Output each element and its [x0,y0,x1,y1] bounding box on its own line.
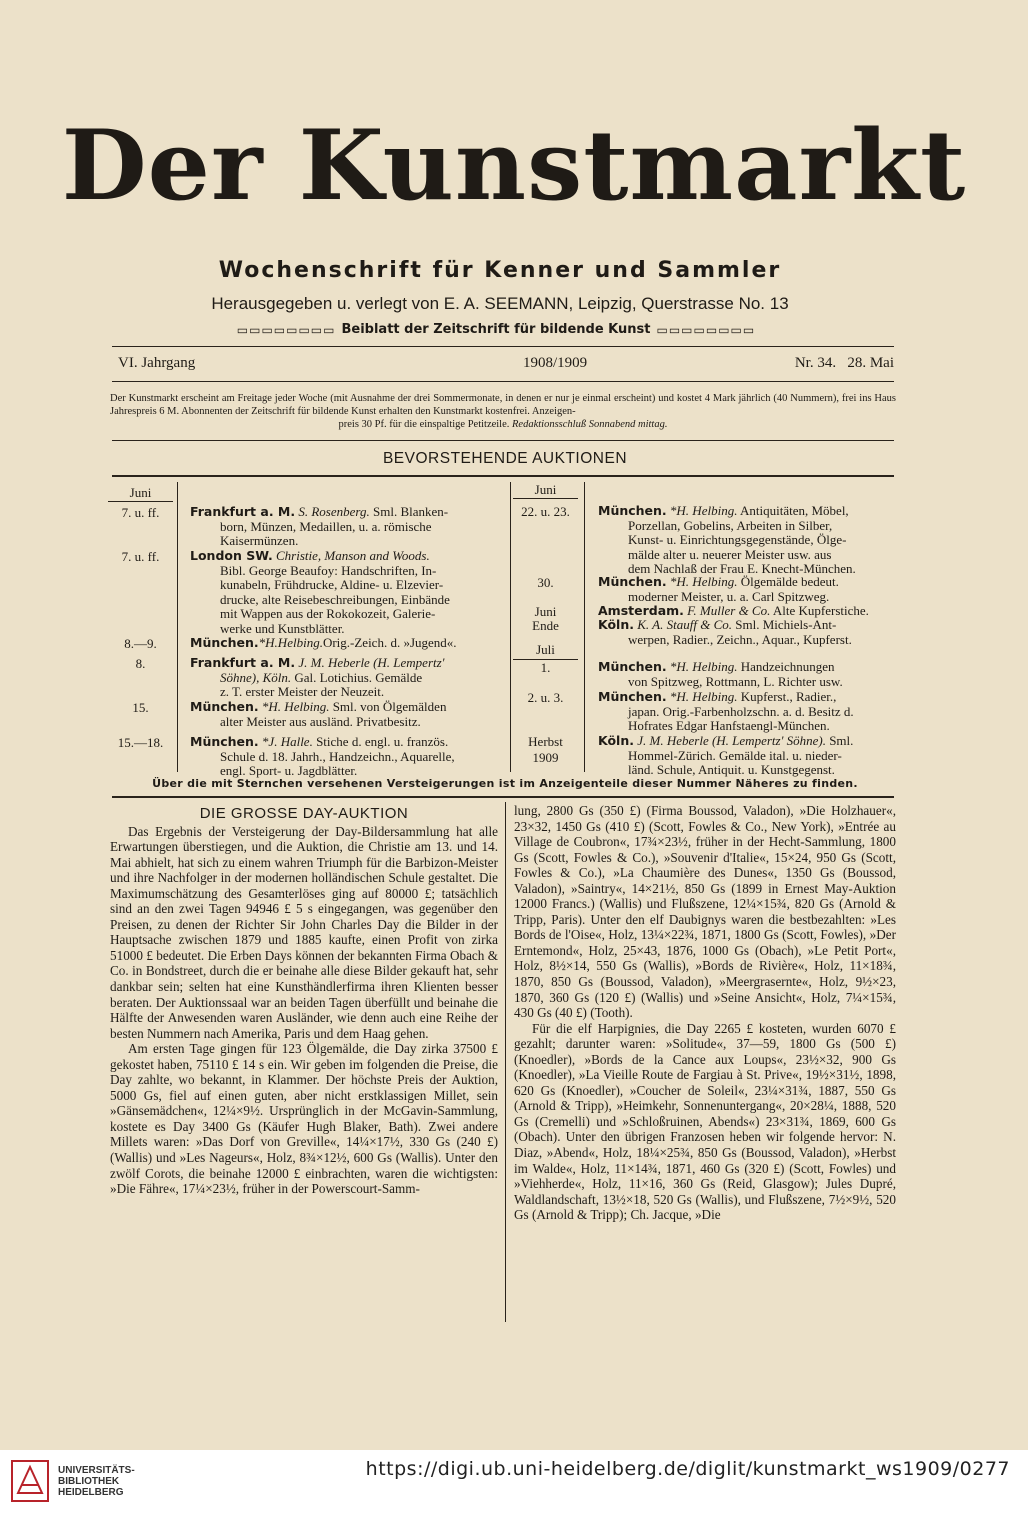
entry-line: mälde alter u. neuerer Meister usw. aus [628,546,832,562]
entry-line: mit Wappen aus der Rokokozeit, Galerie- [220,606,436,621]
entry-line: Sml. von Ölgemälden [332,699,447,714]
masthead-subtitle: Wochenschrift für Kenner und Sammler [218,258,782,283]
entry-line: Kaisermünzen. [220,533,299,548]
entry-firm: Christie, Manson and Woods. [276,548,430,563]
entry-city: Frankfurt a. M. [190,655,296,670]
auction-entry [598,618,898,647]
entry-firm: J. M. Heberle (H. Lempertz' Söhne). [637,733,826,748]
entry-line: von Spitzweg, Rottmann, L. Richter usw. [628,673,843,689]
entry-city: München. [598,574,667,589]
ornament-right: ▭▭▭▭▭▭▭▭ [656,322,756,337]
entry-date [513,734,578,766]
entry-line: japan. Orig.-Farbenholzschn. a. d. Besitz d. [628,703,854,719]
auction-entry [190,549,490,636]
entry-line: z. T. erster Meister der Neuzeit. [220,684,385,699]
entry-line: born, Münzen, Medaillen, u. a. römische [220,518,432,534]
notice-end [110,418,896,431]
entry-line: kunabeln, Frühdrucke, Aldine- u. Elzevier- [220,577,444,592]
issue-number: Nr. 34. [794,355,837,371]
entry-date: 7. u. ff. [121,505,160,520]
rule-below-auctions [112,796,894,798]
notice-text: Der Kunstmarkt erscheint am Freitage jeder Woche (mit Ausnahme der drei Sommermonate, in denen er nur je einmal erscheint) und kostet 4 Mark jährlich (40 Nummern), frei ins Haus Jahrespreis 6 M. Abonnenten der Zeitschrift für bildende Kunst erhalten den Kunstmarkt kostenfrei. Anzeigen- [110,393,896,417]
entry-line: moderner Meister, u. a. Carl Spitzweg. [628,588,830,604]
university-logo-icon [10,1459,50,1503]
column-divider [505,802,506,1322]
entry-line: drucke, alte Reisebeschreibungen, Einbände [220,591,450,607]
entry-city: Köln. [598,617,634,632]
entry-city: Köln. [598,733,634,748]
entry-firm: *J. Halle. [261,734,313,749]
beiblatt-text: Beiblatt der Zeitschrift für bildende Kunst [341,322,651,337]
ornament-left: ▭▭▭▭▭▭▭▭ [236,322,336,337]
entry-city: Amsterdam. [598,603,684,618]
article-paragraph: Für die elf Harpignies, die Day 2265 £ kosteten, wurden 6070 £ gezahlt; darunter waren: »Solitude«, 37—59, 1800 Gs (500 £) (Knoedler), »Bords de la Cance aux Loups«, 23½×32, 900 Gs (Knoedler), »La Vieille Route de Fargiau à St. Prive«, 19½×31½, 1898, 620 Gs (Knoedler), »Coucher de Soleil«, 23¼×31¾, 1887, 550 Gs (Arnold & Tripp), »Heimkehr, Sonnenuntergang«, 20×28¼, 1888, 520 Gs (Cremelli) und »Schloßruinen, Abends«) 23×31¾, 1869, 600 Gs (Obach). Unter den übrigen Franzosen heben wir folgende hervor: N. Diaz, »Abend«, Holz, 18¼×25¾, 850 Gs (Boussod, Valadon), »Herbst im Walde«, Holz, 11×14¾, 1871, 460 Gs (320 £) (Scott, Fowles) und »Viehherde«, Holz, 11×16, 360 Gs (Reid, Glasgow); Jules Dupré, Waldlandschaft, 13½×18, 520 Gs (Wallis), und Flußszene, 7½×9½, 520 Gs (Arnold & Tripp); Ch. Jacque, »Die [514,1020,896,1223]
entry-city: München. [598,503,667,518]
entry-firm: J. M. Heberle (H. Lempertz' [298,655,445,670]
logo-line: HEIDELBERG [58,1487,124,1498]
rule-top [112,346,894,347]
article-paragraph: Am ersten Tage gingen für 123 Ölgemälde, die Day zirka 37500 £ gekostet haben, 75110 £ 14 s ein. Wir geben im folgenden die Preise, die Day zahlte, wo bekannt, in Klammer. Der höchste Preis der Auktion, 5000 Gs, fiel auf einen guten, aber nicht erstklassigen Millet, sein »Gänsemädchen«, 12¼×9½. Ursprünglich in der McGavin-Sammlung, kostete es Day 3400 Gs (Käufer Hugh Blaker, Bath). Zwei andere Millets waren: »Das Dorf von Greville«, 14¼×17½, 330 Gs (240 £) (Wallis) und »Les Nageurs«, Holz, 8¾×12½, 600 Gs (Wallis). Unter den zwölf Corots, die beinahe 12000 £ einbrachten, waren die wichtigsten: »Die Fähre«, 17¼×23½, früher in der Powerscourt-Samm- [110,1041,498,1197]
entry-city: München. [190,699,259,714]
entry-line: Handzeichnungen [740,659,835,674]
entry-date: 8.—9. [124,636,157,651]
auction-entry [190,700,490,729]
divider-left [177,482,178,772]
entry-line: Alte Kupferstiche. [772,603,869,618]
source-url-link[interactable]: https://digi.ub.uni-heidelberg.de/diglit/kunstmarkt_ws1909/0277 [365,1458,1010,1480]
logo-line: BIBLIOTHEK [58,1476,120,1487]
entry-line: Sml. [829,733,854,748]
rule-month-right [513,498,578,499]
issue-info [795,355,894,372]
rule-month-left [108,501,173,502]
entry-city: München. [190,734,259,749]
entry-line: dem Nachlaß der Frau E. Knecht-München. [628,561,856,576]
entry-line: Gal. Lotichius. Gemälde [294,669,423,685]
subscription-notice [110,392,896,431]
entry-city: München. [598,659,667,674]
entry-line: Bibl. George Beaufoy: Handschriften, In- [220,562,437,578]
entry-date: 15.—18. [117,735,164,750]
entry-line: werpen, Radier., Zeichn., Aquar., Kupferst. [628,631,852,647]
auction-footnote: Über die mit Sternchen versehenen Versteigerungen ist im Anzeigenteile dieser Nummer Näheres zu finden. [152,777,858,790]
auction-entry [598,504,898,577]
entry-line: Sml. Blanken- [372,504,449,519]
entry-line: Ölgemälde bedeut. [740,574,839,589]
article-title: DIE GROSSE DAY-AUKTION [199,805,409,822]
divider-middle [510,482,511,772]
entry-firm: *H. Helbing. [669,574,738,589]
entry-line: länd. Schule, Antiquit. u. Kunstgegenst. [628,762,835,777]
publisher-line: Herausgegeben u. verlegt von E. A. SEEMANN, Leipzig, Querstrasse No. 13 [211,294,789,313]
entry-line: Kupferst., Radier., [740,689,837,704]
jahrgang: VI. Jahrgang [118,355,196,371]
section-heading: BEVORSTEHENDE AUKTIONEN [382,450,628,467]
entry-line: Orig.-Zeich. d. »Jugend«. [322,635,457,650]
issue-date: 28. Mai [847,355,894,371]
beiblatt-line [200,322,792,337]
notice-italic: Redaktionsschluß Sonnabend mittag. [512,419,668,430]
volume-years: 1908/1909 [522,355,588,371]
auction-entry [598,660,898,689]
entry-line: Kunst- u. Einrichtungsgegenstände, Ölge- [628,532,847,547]
auction-entry [190,656,490,700]
entry-line: werke und Kunstblätter. [220,620,345,636]
month-label-right-july: Juli [536,642,555,657]
rule-above-section [112,440,894,441]
entry-city: München. [598,689,667,704]
entry-city: London SW. [190,548,273,563]
auction-entry [598,734,898,778]
entry-line: Söhne), Köln. [220,669,292,685]
auction-entry [598,690,898,734]
entry-line: Hofrates Edgar Hanfstaengl-München. [628,718,830,733]
rule-below-section [112,475,894,477]
divider-right [584,482,585,772]
entry-firm: F. Muller & Co. [687,603,771,618]
auction-entry [598,575,898,604]
university-logo-text [58,1465,135,1498]
auction-entry [190,735,490,779]
entry-line: Hommel-Zürich. Gemälde ital. u. nieder- [628,747,842,763]
entry-city: Frankfurt a. M. [190,504,296,519]
entry-firm: *H. Helbing. [669,503,738,518]
entry-date: Juni [534,604,557,619]
auction-entry [190,636,500,651]
entry-line: Schule d. 18. Jahrh., Handzeichn., Aquarelle, [220,748,455,764]
entry-date: Ende [532,618,559,633]
entry-line: Porzellan, Gobelins, Arbeiten in Silber, [628,517,833,533]
entry-date: 22. u. 23. [521,504,570,519]
entry-date: 30. [537,575,554,590]
logo-line: UNIVERSITÄTS- [58,1465,135,1476]
entry-date-text: Herbst [528,734,563,749]
entry-line: Antiquitäten, Möbel, [740,503,849,518]
article-column-left [110,806,498,1197]
auction-entry [190,505,490,549]
entry-firm: *H. Helbing. [669,689,738,704]
article-paragraph: lung, 2800 Gs (350 £) (Firma Boussod, Valadon), »Die Holzhauer«, 23×32, 1450 Gs (410 £) (Scott, Fowles & Co., New York), »Entrée au Village de Coubron«, 17¾×23½, früher in der Hecht-Sammlung, 1800 Gs (Scott, Fowles & Co.), »Souvenir d'Italie«, 15×24, 950 Gs (Scott, Fowles & Co.), »La Chaumière des Dunes«, 1350 Gs (Boussod, Valadon), »Saintry«, 14×21½, 850 Gs (1899 in Ernest May-Auktion 12000 Francs.) (Wallis) und Flußszene, 12¼×15¾, 820 Gs (Arnold & Tripp, Paris). Unter den elf Daubignys waren die bestbezahlten: »Les Bords de l'Oise«, Holz, 13¼×22¾, 1871, 1800 Gs (Scott, Fowles), »Der Erntemond«, Holz, 25×43, 1876, 1000 Gs (Obach), »Le Petit Port«, Holz, 8½×14, 550 Gs (Wallis), »Bords de Rivière«, Holz, 11×18¾, 1870, 850 Gs (Boussod, Valadon), »Meergrasernte«, Holz, 9½×23, 1870, 360 Gs (120 £) (Wallis) und »Seine Ansicht«, Holz, 7¼×15¾, 430 Gs (40 £) (Tooth). [514,803,896,1021]
entry-firm: *H. Helbing. [669,659,738,674]
month-label-right: Juni [534,482,557,497]
entry-date: 15. [132,700,149,715]
entry-line: alter Meister aus ausländ. Privatbesitz. [220,713,421,729]
entry-firm: S. Rosenberg. [298,504,370,519]
entry-firm: K. A. Stauff & Co. [637,617,732,632]
entry-line: Sml. Michiels-Ant- [735,617,837,632]
entry-date: 2. u. 3. [527,690,564,705]
article-column-right [514,803,896,1223]
entry-line: Stiche d. engl. u. französ. [316,734,449,749]
month-label-left: Juni [129,485,152,500]
entry-date: 7. u. ff. [121,549,160,564]
entry-city: München. [190,635,259,650]
entry-firm: *H. Helbing. [261,699,330,714]
volume-row [118,355,894,372]
entry-date: 1. [540,660,551,675]
entry-date: 8. [135,656,146,671]
article-paragraph: Das Ergebnis der Versteigerung der Day-Bildersammlung hat alle Erwartungen überstiegen, und die Auktion, die Christie am 13. und 14. Mai abhielt, hat sich zu einem wahren Triumph für die Barbizon-Meister und ihre Nachfolger in der modernen holländischen Schule gestaltet. Die Maximumschätzung des Gesamterlöses ging auf 80000 £; tatsächlich sind an den zwei Tagen 94946 £ 5 s eingegangen, was gegenüber den Preisen, zu denen der Richter Sir John Charles Day die Bilder in der Hauptsache zwischen 1879 und 1885 kaufte, einen Profit von zirka 51000 £ bedeutet. Die Erben Days können der bekannten Firma Obach & Co. in Bondstreet, durch die er beinahe alle diese Bilder gekauft hat, sehr dankbar sein; selten hat eine Kunsthändlerfirma ihren Klienten besser beraten. Der Auktionssaal war an beiden Tagen überfüllt und beinahe die Hälfte der Anwesenden waren Ausländer, wie denn auch eine Reihe der besten Nummern nach Amerika, Paris und dem Haag gehen. [110,823,498,1041]
entry-firm: *H.Helbing. [258,635,323,650]
entry-date-year: 1909 [532,750,559,765]
notice-text2: preis 30 Pf. für die einspaltige Petitzeile. [338,419,510,430]
masthead-title: Der Kunstmarkt [61,109,967,222]
rule-below-volume [112,381,894,382]
entry-line: engl. Sport- u. Jagdblätter. [220,763,358,778]
